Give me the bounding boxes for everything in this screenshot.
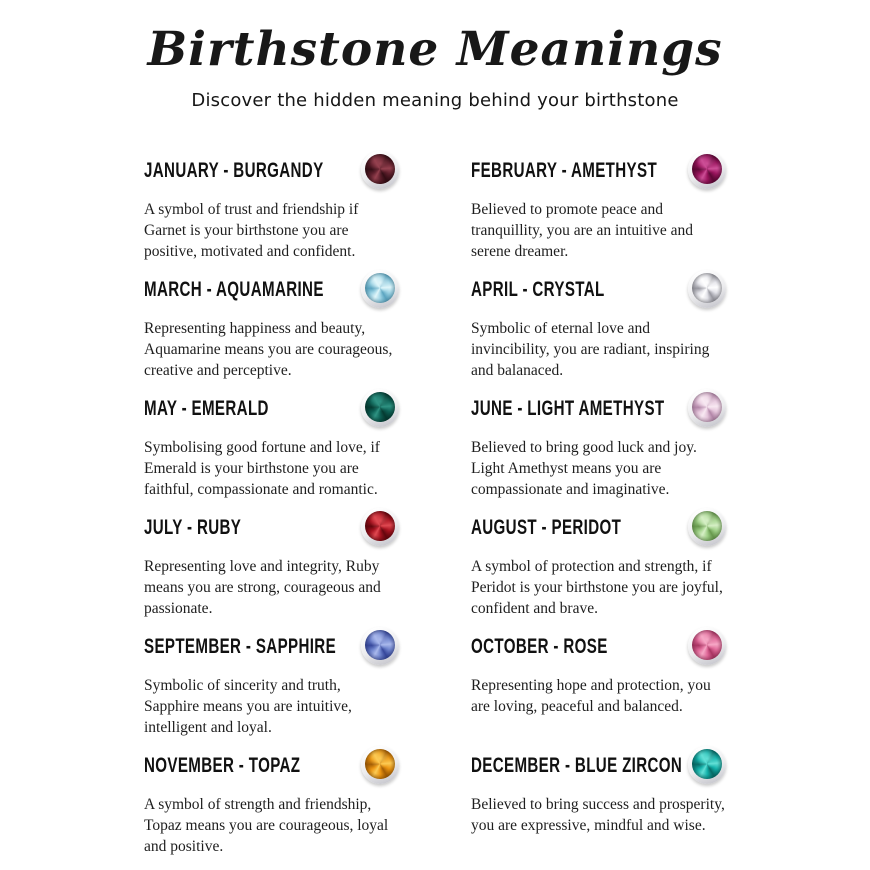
november-topaz-gem-icon [361, 746, 399, 784]
month-title-january: JANUARY - BURGANDY [144, 158, 324, 182]
month-description-november: A symbol of strength and friendship, Topaz means you are courageous, loyal and positive. [144, 795, 389, 855]
january-garnet-gem-icon [361, 151, 399, 189]
month-description-april: Symbolic of eternal love and invincibility, you are radiant, inspiring and balanaced. [471, 319, 710, 379]
card-june-light-amethyst [471, 389, 726, 508]
page-title: Birthstone Meanings [147, 22, 723, 77]
card-september-sapphire [144, 627, 399, 746]
header [0, 0, 870, 111]
card-may-emerald [144, 389, 399, 508]
card-november-topaz [144, 746, 399, 865]
may-emerald-gem-icon [361, 389, 399, 427]
month-title-may: MAY - EMERALD [144, 396, 269, 420]
april-crystal-gem-icon [688, 270, 726, 308]
month-title-october: OCTOBER - ROSE [471, 634, 608, 658]
card-july-ruby [144, 508, 399, 627]
september-sapphire-gem-icon [361, 627, 399, 665]
card-august-peridot [471, 508, 726, 627]
june-light-amethyst-gem-icon [688, 389, 726, 427]
month-description-october: Representing hope and protection, you are loving, peaceful and balanced. [471, 676, 711, 715]
month-description-january: A symbol of trust and friendship if Garnet is your birthstone you are positive, motivated and confident. [144, 200, 359, 260]
month-title-february: FEBRUARY - AMETHYST [471, 158, 658, 182]
month-title-july: JULY - RUBY [144, 515, 242, 539]
month-description-february: Believed to promote peace and tranquillity, you are an intuitive and serene dreamer. [471, 200, 693, 260]
month-description-march: Representing happiness and beauty, Aquamarine means you are courageous, creative and perceptive. [144, 319, 393, 379]
page-subtitle: Discover the hidden meaning behind your birthstone [191, 89, 679, 111]
card-october-rose [471, 627, 726, 746]
card-february-amethyst [471, 151, 726, 270]
month-description-september: Symbolic of sincerity and truth, Sapphire means you are intuitive, intelligent and loyal. [144, 676, 352, 736]
month-title-december: DECEMBER - BLUE ZIRCON [471, 753, 683, 777]
card-december-blue-zircon [471, 746, 726, 865]
month-title-april: APRIL - CRYSTAL [471, 277, 605, 301]
card-march-aquamarine [144, 270, 399, 389]
month-title-august: AUGUST - PERIDOT [471, 515, 622, 539]
month-description-june: Believed to bring good luck and joy. Light Amethyst means you are compassionate and imaginative. [471, 438, 697, 498]
month-description-july: Representing love and integrity, Ruby means you are strong, courageous and passionate. [144, 557, 381, 617]
august-peridot-gem-icon [688, 508, 726, 546]
card-april-crystal [471, 270, 726, 389]
month-title-november: NOVEMBER - TOPAZ [144, 753, 301, 777]
october-rose-gem-icon [688, 627, 726, 665]
month-description-may: Symbolising good fortune and love, if Emerald is your birthstone you are faithful, compassionate and romantic. [144, 438, 380, 498]
march-aquamarine-gem-icon [361, 270, 399, 308]
month-title-september: SEPTEMBER - SAPPHIRE [144, 634, 337, 658]
card-january-burgandy [144, 151, 399, 270]
month-description-december: Believed to bring success and prosperity, you are expressive, mindful and wise. [471, 795, 725, 834]
month-description-august: A symbol of protection and strength, if Peridot is your birthstone you are joyful, confident and brave. [471, 557, 723, 617]
february-amethyst-gem-icon [688, 151, 726, 189]
december-blue-zircon-gem-icon [688, 746, 726, 784]
month-title-march: MARCH - AQUAMARINE [144, 277, 324, 301]
month-title-june: JUNE - LIGHT AMETHYST [471, 396, 665, 420]
birthstone-grid [0, 151, 870, 865]
july-ruby-gem-icon [361, 508, 399, 546]
